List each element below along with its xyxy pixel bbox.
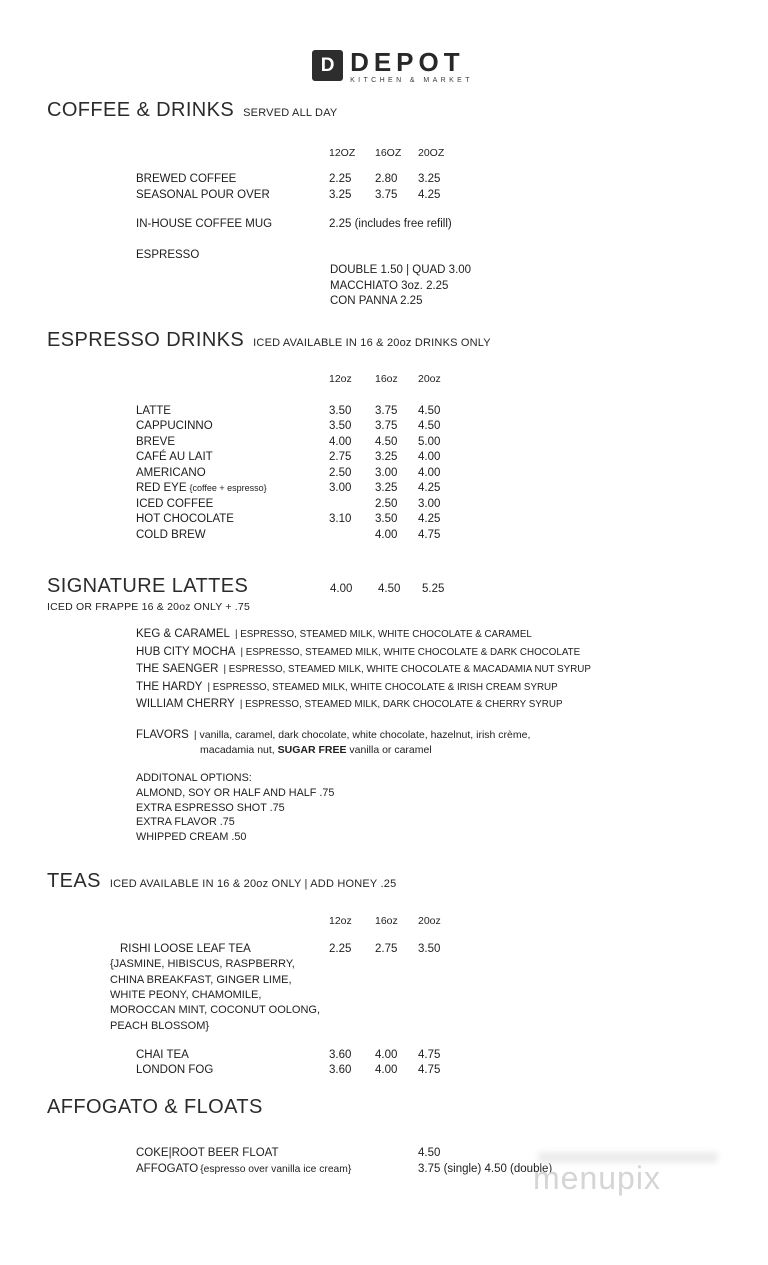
item-price: 4.00 — [418, 451, 441, 463]
section-title: ESPRESSO DRINKS — [47, 328, 245, 351]
section-signature-lattes-heading — [47, 575, 738, 598]
item-price: 3.00 — [418, 497, 441, 510]
item-name: SEASONAL POUR OVER — [136, 188, 270, 201]
item-note — [213, 499, 216, 509]
section-subtitle: SERVED ALL DAY — [243, 107, 338, 119]
size-header-row — [136, 914, 738, 928]
menu-item-row — [136, 188, 738, 204]
item-price: 4.25 — [418, 482, 441, 494]
item-price: 2.80 — [375, 173, 398, 185]
flavors-line2-pre: macadamia nut, — [200, 743, 278, 756]
additional-options-block — [136, 771, 738, 845]
menu-item-row — [136, 481, 738, 497]
menu-item-row — [136, 172, 738, 188]
menu-item-row — [136, 466, 738, 482]
section-subtitle: ICED AVAILABLE IN 16 & 20oz ONLY | ADD HONEY .25 — [109, 877, 397, 890]
item-price: 3.50 — [329, 420, 352, 432]
variety-line: CHINA BREAKFAST, GINGER LIME, — [110, 973, 292, 986]
option-line: EXTRA ESPRESSO SHOT .75 — [136, 801, 285, 814]
size-header-12oz: 12OZ — [329, 147, 356, 159]
item-price: 4.50 — [418, 1146, 441, 1159]
item-price: 4.25 — [418, 513, 441, 525]
section-title: COFFEE & DRINKS — [47, 99, 235, 121]
menu-item-row — [136, 404, 738, 420]
item-price: 2.25 (includes free refill) — [329, 218, 452, 230]
item-price: 4.00 — [330, 583, 353, 595]
flavors-sugar-free: SUGAR FREE — [277, 743, 347, 756]
item-name: KEG & CARAMEL — [136, 628, 230, 640]
item-description: | ESPRESSO, STEAMED MILK, DARK CHOCOLATE & CHERRY SYRUP — [239, 699, 563, 711]
option-line: EXTRA FLAVOR .75 — [136, 816, 235, 829]
item-note — [171, 406, 174, 416]
item-description: | ESPRESSO, STEAMED MILK, WHITE CHOCOLATE & CARAMEL — [234, 629, 532, 640]
item-name: ESPRESSO — [136, 248, 200, 261]
options-title: ADDITONAL OPTIONS: — [136, 771, 252, 784]
item-name: COLD BREW — [136, 528, 206, 541]
variety-line: WHITE PEONY, CHAMOMILE, — [110, 989, 262, 1002]
item-price: 2.50 — [329, 466, 352, 479]
item-price: 4.00 — [375, 528, 398, 541]
item-name: RISHI LOOSE LEAF TEA — [120, 942, 251, 955]
item-price: 3.75 — [375, 404, 398, 417]
item-name: RED EYE — [136, 482, 187, 494]
item-price: 3.75 — [375, 188, 398, 201]
item-name: ICED COFFEE — [136, 497, 214, 510]
logo-name: DEPOT — [350, 47, 465, 77]
coffee-items — [136, 172, 738, 203]
option-line: WHIPPED CREAM .50 — [136, 831, 247, 844]
item-price: 2.25 — [329, 173, 352, 185]
size-header-20oz: 20oz — [418, 372, 441, 385]
item-price: 4.00 — [329, 435, 352, 448]
menupix-watermark: menupix — [533, 1160, 661, 1196]
item-price: 3.60 — [329, 1064, 352, 1077]
item-price: 4.25 — [418, 188, 441, 201]
menu-item-row — [136, 643, 738, 661]
size-header-row — [136, 372, 738, 386]
section-affogato-floats-heading — [47, 1096, 738, 1119]
flavors-label: FLAVORS — [136, 728, 189, 741]
item-price: 2.25 — [329, 942, 352, 955]
item-name: THE HARDY — [136, 680, 203, 693]
item-note: {coffee + espresso} — [189, 483, 267, 493]
item-description: | ESPRESSO, STEAMED MILK, WHITE CHOCOLATE & IRISH CREAM SYRUP — [207, 681, 558, 693]
item-price: 4.00 — [375, 1048, 398, 1061]
espresso-label — [136, 248, 738, 264]
item-name: BREWED COFFEE — [136, 173, 237, 185]
item-note: {espresso over vanilla ice cream} — [200, 1163, 352, 1175]
menu-item-row — [136, 450, 738, 466]
menu-item-row — [136, 678, 738, 696]
size-header-row — [136, 146, 738, 160]
item-price: 3.50 — [375, 513, 398, 525]
item-price: 4.00 — [375, 1064, 398, 1077]
item-price: 4.50 — [375, 435, 398, 448]
item-name: LONDON FOG — [136, 1064, 214, 1077]
espresso-detail-lines — [330, 263, 738, 310]
menu-item-row — [136, 512, 738, 528]
teas-size-headers — [136, 914, 738, 928]
item-price: 2.50 — [375, 497, 398, 510]
menu-item-row — [136, 497, 738, 513]
flavors-line2-post: vanilla or caramel — [346, 743, 432, 756]
item-note — [206, 530, 209, 540]
item-price: 3.75 — [375, 420, 398, 432]
item-price: 4.50 — [418, 404, 441, 417]
item-price — [329, 528, 375, 544]
item-name: COKE|ROOT BEER FLOAT — [136, 1146, 279, 1159]
section-title: SIGNATURE LATTES — [47, 575, 249, 597]
item-price — [329, 497, 375, 513]
item-note — [213, 421, 216, 431]
item-note — [279, 1148, 281, 1159]
item-price: 3.00 — [329, 482, 352, 494]
section-title: AFFOGATO & FLOATS — [47, 1095, 263, 1118]
logo — [47, 0, 738, 84]
size-header-12oz: 12oz — [329, 914, 352, 927]
item-price: 2.75 — [329, 451, 352, 463]
menu-item-row — [136, 660, 738, 678]
section-espresso-drinks-heading — [47, 329, 738, 352]
logo-tagline: KITCHEN & MARKET — [350, 77, 473, 84]
section-subtitle: ICED AVAILABLE IN 16 & 20oz DRINKS ONLY — [253, 336, 491, 349]
section-title: TEAS — [47, 869, 101, 892]
item-price: 3.25 — [375, 451, 398, 463]
item-price: 3.00 — [375, 466, 398, 479]
logo-icon-letter: D — [320, 54, 335, 76]
item-price: 3.75 (single) 4.50 (double) — [418, 1162, 553, 1175]
item-name: IN-HOUSE COFFEE MUG — [136, 218, 273, 230]
rishi-tea-block — [47, 942, 738, 1034]
item-price: 4.75 — [418, 1048, 441, 1061]
item-name: HOT CHOCOLATE — [136, 513, 234, 525]
espresso-size-headers — [136, 372, 738, 386]
menu-item-row — [136, 1048, 738, 1064]
item-price: 4.75 — [418, 1064, 441, 1077]
flavors-list: | vanilla, caramel, dark chocolate, white chocolate, hazelnut, irish crème, — [193, 728, 531, 741]
item-price: 5.00 — [418, 435, 441, 448]
item-name: CHAI TEA — [136, 1048, 189, 1061]
item-name: CAPPUCINNO — [136, 420, 213, 432]
signature-latte-items — [136, 625, 738, 713]
item-name: AFFOGATO — [136, 1162, 199, 1175]
menu-item-row — [136, 435, 738, 451]
section-subtitle: ICED OR FRAPPE 16 & 20oz ONLY + .75 — [47, 601, 250, 613]
espresso-line: MACCHIATO 3oz. 2.25 — [330, 279, 449, 292]
item-price: 3.25 — [375, 482, 398, 494]
size-header-20oz: 20OZ — [418, 147, 445, 159]
menu-item-row — [136, 1063, 738, 1079]
item-note — [234, 514, 237, 524]
flavors-block — [136, 726, 738, 758]
variety-line: PEACH BLOSSOM} — [110, 1019, 210, 1032]
item-price: 3.50 — [329, 404, 352, 417]
variety-line: MOROCCAN MINT, COCONUT OOLONG, — [110, 1004, 321, 1017]
menu-item-row — [136, 625, 738, 643]
item-name: BREVE — [136, 435, 175, 448]
menu-item-row — [136, 528, 738, 544]
item-name: CAFÉ AU LAIT — [136, 451, 213, 463]
teas-items — [136, 1048, 738, 1079]
section-teas-heading — [47, 870, 738, 893]
item-name: LATTE — [136, 404, 171, 417]
item-name: AMERICANO — [136, 466, 206, 479]
coffee-size-headers — [136, 146, 738, 160]
coffee-mug-row — [136, 217, 738, 233]
item-description: | ESPRESSO, STEAMED MILK, WHITE CHOCOLATE & MACADAMIA NUT SYRUP — [223, 664, 591, 676]
menu-item-row — [120, 942, 738, 958]
item-price: 4.75 — [418, 528, 441, 541]
item-price: 4.50 — [378, 583, 401, 595]
item-price: 5.25 — [422, 583, 445, 595]
espresso-drinks-items — [136, 404, 738, 544]
option-line: ALMOND, SOY OR HALF AND HALF .75 — [136, 786, 335, 799]
flavors-list-line2 — [200, 743, 738, 758]
item-price: 3.25 — [418, 173, 441, 185]
item-note — [206, 468, 209, 478]
item-note — [175, 437, 178, 447]
size-header-20oz: 20oz — [418, 914, 441, 927]
item-name: WILLIAM CHERRY — [136, 698, 235, 711]
menu-item-row — [136, 419, 738, 435]
size-header-16oz: 16OZ — [375, 147, 402, 159]
item-price: 3.60 — [329, 1048, 352, 1061]
variety-line: {JASMINE, HIBISCUS, RASPBERRY, — [110, 958, 295, 971]
menu-item-row — [136, 695, 738, 713]
item-name: THE SAENGER — [136, 663, 219, 676]
espresso-line: DOUBLE 1.50 | QUAD 3.00 — [330, 264, 472, 276]
item-price: 3.50 — [418, 942, 441, 955]
rishi-varieties — [110, 957, 738, 1033]
size-header-16oz: 16oz — [375, 914, 398, 927]
size-header-12oz: 12oz — [329, 372, 352, 385]
size-header-16oz: 16oz — [375, 372, 398, 385]
item-note — [213, 452, 216, 462]
item-description: | ESPRESSO, STEAMED MILK, WHITE CHOCOLATE & DARK CHOCOLATE — [240, 646, 581, 658]
item-price: 4.50 — [418, 420, 441, 432]
item-price: 4.00 — [418, 466, 441, 479]
item-name: HUB CITY MOCHA — [136, 645, 236, 658]
depot-logo-icon — [312, 50, 343, 81]
item-price: 2.75 — [375, 942, 398, 955]
espresso-line: CON PANNA 2.25 — [330, 295, 423, 307]
section-coffee-drinks-heading — [47, 99, 738, 122]
item-price: 3.10 — [329, 513, 352, 525]
item-price: 3.25 — [329, 188, 352, 201]
